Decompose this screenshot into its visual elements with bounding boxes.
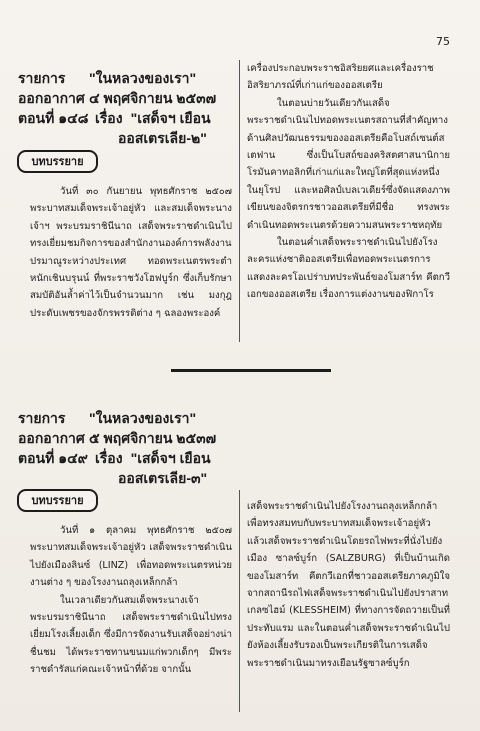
column-divider (239, 490, 240, 712)
program-label: รายการ (18, 410, 66, 426)
airdate-label: ออกอากาศ (18, 90, 85, 106)
paragraph: ในเวลาเดียวกันสมเด็จพระนางเจ้าพระบรมราชินีนาถ เสด็จพระราชดำเนินไปทรงเยี่ยมโรงเลี้ยงเด็ก ซึ่งมีการจัดงานรับเสด็จอย่างน่าชื่นชม ได้พระราชทานขนมแก่พวกเด็กๆ มีพระราชดำรัสแก่คณะเจ้าหน้าที่ด้วย จากนั้น (30, 594, 232, 676)
paragraph: ในตอนค่ำเสด็จพระราชดำเนินไปยังโรงละครแห่งชาติออสเตรียเพื่อทอดพระเนตรการแสดงละครโอเปร่าบทประพันธ์ของโมสาร์ท คีตกวีเอกของออสเตรีย เรื่องการแต่งงานของฟิกาโร (247, 237, 450, 301)
title-label: เรื่อง (95, 110, 123, 126)
narration-badge: บทบรรยาย (17, 150, 98, 173)
paragraph: เสด็จพระราชดำเนินไปยังโรงงานถลุงเหล็กกล้าเพื่อทรงสมทบกับพระบาทสมเด็จพระเจ้าอยู่หัว แล้วเสด็จพระราชดำเนินโดยรถไฟพระที่นั่งไปยังเมือง ซาลซ์บูร์ก (SALZBURG) ที่เป็นบ้านเกิดของโมสาร์ท คีตกวีเอกที่ชาวออสเตรียภาคภูมิใจ จากสถานีรถไฟเสด็จพระราชดำเนินไปยังปราสาท เกลซไฮม์ (KLESSHEIM) ที่ทางการจัดถวายเป็นที่ประทับแรม และในตอนค่ำเสด็จพระราชดำเนินไปยังห้องเลี้ยงรับรองเป็นพระเกียรติในการเสด็จพระราชดำเนินมาทรงเยือนรัฐซาลซ์บูร์ก (247, 501, 450, 669)
title-value-cont: ออสเตรเลีย-๓" (118, 470, 208, 486)
section2-right-column (247, 498, 450, 672)
section2-header (18, 408, 216, 488)
title-value-cont: ออสเตรเลีย-๒" (118, 130, 207, 146)
section2-left-column (30, 522, 232, 679)
section-divider (171, 369, 331, 372)
section1-right-column (247, 60, 450, 304)
page-number: 75 (436, 35, 450, 48)
title-value: "เสด็จฯ เยือน (130, 450, 211, 466)
paragraph: เครื่องประกอบพระราชอิสริยยศและเครื่องราชอิสริยาภรณ์ที่เก่าแก่ของออสเตรีย (247, 63, 434, 92)
section1-header (18, 68, 216, 148)
program-value: "ในหลวงของเรา" (89, 70, 197, 86)
episode-label: ตอนที่ ๑๔๘ (18, 110, 89, 126)
paragraph: วันที่ ๓๐ กันยายน พุทธศักราช ๒๕๐๗ พระบาทสมเด็จพระเจ้าอยู่หัว และสมเด็จพระนางเจ้าฯ พระบรมราชินีนาถ เสด็จพระราชดำเนินไปทรงเยี่ยมชมกิจการของสำนักงานองค์การพลังงานปรมาณูระหว่างประเทศ ทอดพระเนตรพระตำหนักเชินบรุนน์ ที่พระราชวังโฮฟบูร์ก ซึ่งเก็บรักษาสมบัติอันล้ำค่าไว้เป็นจำนวนมาก เช่น มงกุฎประดับเพชรของจักรพรรดิต่าง ๆ ฉลองพระองค์ (30, 186, 232, 319)
program-label: รายการ (18, 70, 66, 86)
title-label: เรื่อง (95, 450, 123, 466)
column-divider (239, 60, 240, 342)
section1-left-column (30, 183, 232, 322)
paragraph: ในตอนบ่ายวันเดียวกันเสด็จพระราชดำเนินไปทอดพระเนตรสถานที่สำคัญทางด้านศิลปวัฒนธรรมของออสเตรียคือโบสถ์เซนต์สเตฟาน ซึ่งเป็นโบสถ์ของคริสตศาสนานิกายโรมันคาทอลิกที่เก่าแก่และใหญ่โตที่สุดแห่งหนึ่งในยุโรป และหอศิลป์เบลเวเดียร์ซึ่งจัดแสดงภาพเขียนของจิตรกรชาวออสเตรียที่มีชื่อ ทรงพระดำเนินทอดพระเนตรด้วยความสนพระราชหฤทัย (247, 97, 450, 231)
narration-badge: บทบรรยาย (17, 489, 98, 512)
airdate-value: ๔ พฤศจิกายน ๒๕๓๗ (89, 90, 217, 106)
airdate-label: ออกอากาศ (18, 430, 85, 446)
paragraph: วันที่ ๑ ตุลาคม พุทธศักราช ๒๕๐๗ พระบาทสมเด็จพระเจ้าอยู่หัว เสด็จพระราชดำเนินไปยังเมืองลินซ์ (LINZ) เพื่อทอดพระเนตรหน่วยงานต่าง ๆ ของโรงงานถลุงเหล็กกล้า (30, 525, 232, 589)
episode-label: ตอนที่ ๑๔๙ (18, 450, 88, 466)
airdate-value: ๕ พฤศจิกายน ๒๕๓๗ (89, 430, 217, 446)
program-value: "ในหลวงของเรา" (89, 410, 197, 426)
title-value: "เสด็จฯ เยือน (130, 110, 211, 126)
